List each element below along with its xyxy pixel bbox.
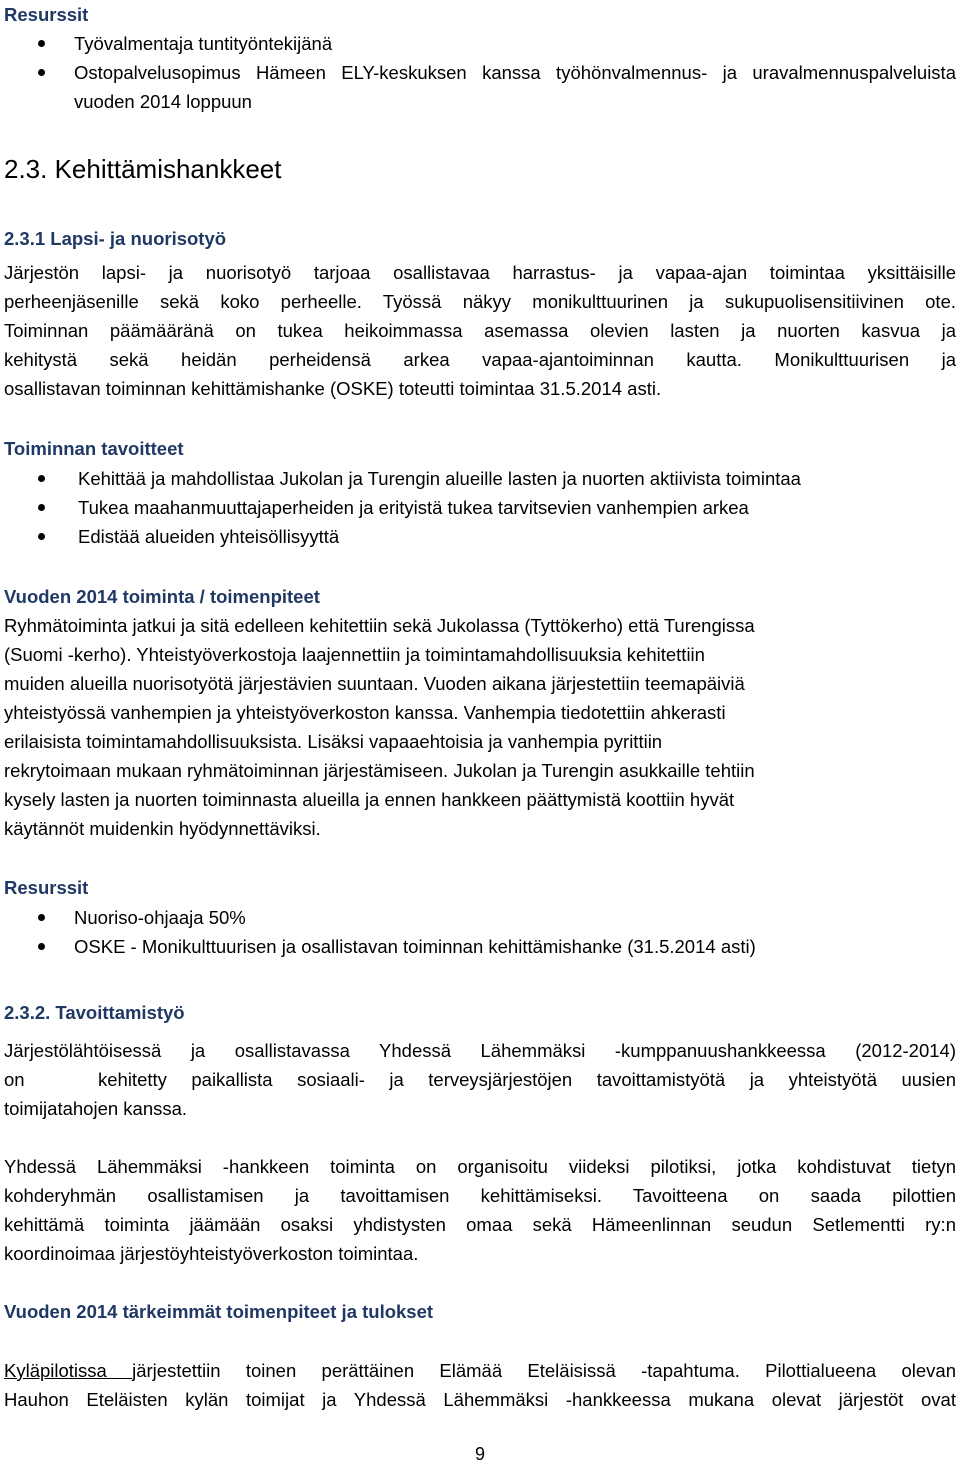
resources-heading-top: Resurssit	[4, 4, 89, 25]
paragraph-line: kohderyhmän osallistamisen ja tavoittamisen kehittämiseksi. Tavoitteena on saada pilottien	[4, 1185, 956, 1206]
actions-paragraph	[4, 611, 956, 843]
paragraph-line: koordinoimaa järjestöyhteistyöverkoston toimintaa.	[4, 1243, 419, 1264]
paragraph-line: Yhdessä Lähemmäksi -hankkeen toiminta on organisoitu viideksi pilotiksi, jotka kohdistuvat tietyn	[4, 1156, 956, 1177]
tavoittamistyo-paragraph-2	[4, 1152, 956, 1268]
kylapilotti-underlined: Kyläpilotissa	[4, 1360, 133, 1381]
paragraph-line: Järjestölähtöisessä ja osallistavassa Yhdessä Lähemmäksi -kumppanuushankkeessa (2012-2014)	[4, 1040, 956, 1061]
paragraph-line: erilaisista toimintamahdollisuuksista. Lisäksi vapaaehtoisia ja vanhempia pyrittiin	[4, 731, 663, 752]
list-item: Ostopalvelusopimus Hämeen ELY-keskuksen kanssa työhönvalmennus- ja uravalmennuspalveluista vuoden 2014 loppuun	[4, 58, 956, 116]
tavoittamistyo-paragraph-1	[4, 1036, 956, 1123]
paragraph-line: käytännöt muidenkin hyödynnettäviksi.	[4, 818, 321, 839]
list-item: OSKE - Monikulttuurisen ja osallistavan toiminnan kehittämishanke (31.5.2014 asti)	[4, 932, 956, 961]
paragraph-line: Ryhmätoiminta jatkui ja sitä edelleen kehitettiin sekä Jukolassa (Tyttökerho) että Turengissa	[4, 615, 755, 636]
section-title-2-3-2: 2.3.2. Tavoittamistyö	[4, 1002, 185, 1023]
paragraph-line: perheenjäsenille sekä koko perheelle. Työssä näkyy monikulttuurinen ja sukupuolisensitiivinen ote.	[4, 291, 956, 312]
resources-heading: Resurssit	[4, 877, 89, 898]
goals-list	[4, 464, 956, 551]
paragraph-line: muiden alueilla nuorisotyötä järjestävien suuntaan. Vuoden aikana järjestettiin teemapäiviä	[4, 673, 745, 694]
paragraph-line: (Suomi -kerho). Yhteistyöverkostoja laajennettiin ja toimintamahdollisuuksia kehitettiin	[4, 644, 705, 665]
list-item: Tukea maahanmuuttajaperheiden ja erityistä tukea tarvitsevien vanhempien arkea	[4, 493, 956, 522]
list-item: Edistää alueiden yhteisöllisyyttä	[4, 522, 956, 551]
results-paragraph	[4, 1356, 956, 1414]
paragraph-line: on kehitetty paikallista sosiaali- ja terveysjärjestöjen tavoittamistyötä ja yhteistyötä uusien	[4, 1069, 956, 1090]
page-number: 9	[474, 1444, 485, 1464]
results-heading: Vuoden 2014 tärkeimmät toimenpiteet ja tulokset	[4, 1301, 434, 1322]
resources-list-top	[4, 29, 956, 116]
section-title-2-3: 2.3. Kehittämishankkeet	[4, 154, 282, 184]
paragraph-line: toimijatahojen kanssa.	[4, 1098, 188, 1119]
list-item: Työvalmentaja tuntityöntekijänä	[4, 29, 956, 58]
paragraph-line: kysely lasten ja nuorten toiminnasta alueilla ja ennen hankkeen päättymistä koottiin hyvät	[4, 789, 735, 810]
intro-paragraph	[4, 258, 956, 403]
paragraph-line: kehitystä sekä heidän perheidensä arkea vapaa-ajantoiminnan kautta. Monikulttuurisen ja	[4, 349, 956, 370]
paragraph-line	[4, 1356, 956, 1385]
paragraph-line: osallistavan toiminnan kehittämishanke (OSKE) toteutti toimintaa 31.5.2014 asti.	[4, 378, 662, 399]
actions-heading: Vuoden 2014 toiminta / toimenpiteet	[4, 586, 320, 607]
results-line-rest: järjestettiin toinen perättäinen Elämää Eteläisissä -tapahtuma. Pilottialueena olevan	[132, 1360, 957, 1381]
paragraph-line: Järjestön lapsi- ja nuorisotyö tarjoaa osallistavaa harrastus- ja vapaa-ajan toimintaa yksittäisille	[4, 262, 956, 283]
section-title-2-3-1: 2.3.1 Lapsi- ja nuorisotyö	[4, 228, 227, 249]
paragraph-line: Hauhon Eteläisten kylän toimijat ja Yhdessä Lähemmäksi -hankkeessa mukana olevat järjestöt ovat	[4, 1389, 956, 1410]
list-item: Nuoriso-ohjaaja 50%	[4, 903, 956, 932]
paragraph-line: Toiminnan päämääränä on tukea heikoimmassa asemassa olevien lasten ja nuorten kasvua ja	[4, 320, 956, 341]
paragraph-line: yhteistyössä vanhempien ja yhteistyöverkoston kanssa. Vanhempia tiedotettiin ahkerasti	[4, 702, 726, 723]
resources-list	[4, 903, 956, 961]
paragraph-line: kehittämä toiminta jäämään osaksi yhdistysten omaa sekä Hämeenlinnan seudun Setlementti ry:n	[4, 1214, 956, 1235]
paragraph-line: rekrytoimaan mukaan ryhmätoiminnan järjestämiseen. Jukolan ja Turengin asukkaille tehtiin	[4, 760, 755, 781]
list-item: Kehittää ja mahdollistaa Jukolan ja Turengin alueille lasten ja nuorten aktiivista toimintaa	[4, 464, 956, 493]
goals-heading: Toiminnan tavoitteet	[4, 438, 184, 459]
